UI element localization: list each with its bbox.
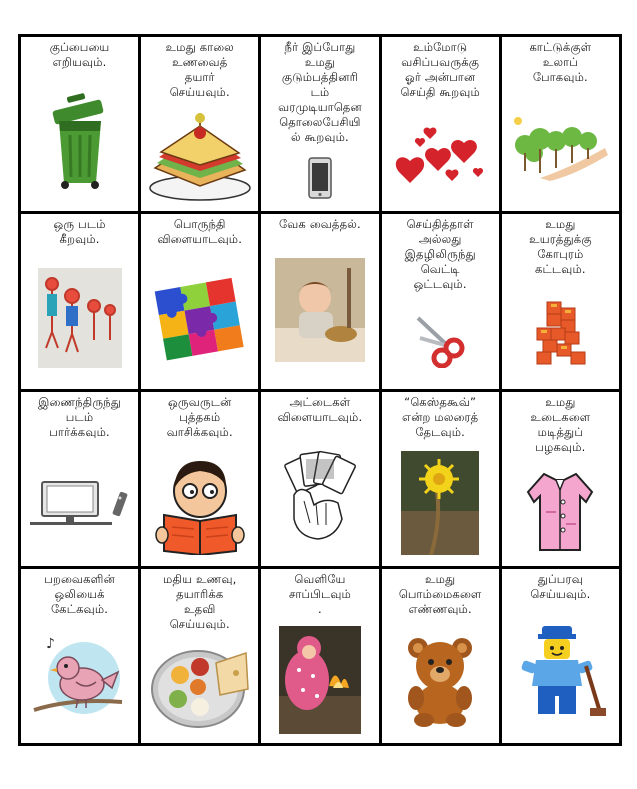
- card-label: வெளியே சாப்பிடவும் .: [288, 571, 351, 616]
- card-play-cards: [261, 392, 378, 566]
- activity-card-grid: [18, 34, 622, 746]
- card-cut-paste: [382, 214, 499, 388]
- child-drawing-icon: [38, 268, 122, 368]
- card-label: உமது காலை உணவைத் தயார் செய்யவும்.: [165, 40, 234, 99]
- card-bird-sounds: [21, 569, 138, 743]
- card-count-toys: [382, 569, 499, 743]
- card-label: இணைந்திருந்து படம் பார்க்கவும்.: [38, 394, 122, 439]
- card-label: உமது உடைகளை மடித்துப் பழகவும்.: [530, 394, 591, 454]
- card-label: மதிய உணவு, தயாரிக்க உதவி செய்யவும்.: [163, 571, 237, 631]
- thali-plate-icon: [150, 645, 250, 729]
- svg-text:♪: ♪: [45, 635, 55, 652]
- card-label: ஒருவருடன் புத்தகம் வாசிக்கவும்.: [166, 394, 233, 439]
- hearts-icon: [390, 121, 490, 191]
- card-label: பொருந்தி விளையாடவும்.: [157, 217, 243, 247]
- sandwich-icon: [145, 108, 255, 203]
- mobile-phone-icon: [307, 156, 333, 200]
- card-watch-movie: [21, 392, 138, 566]
- card-fold-clothes: [502, 392, 619, 566]
- card-eat-outside: [261, 569, 378, 743]
- card-label: வேக வைத்தல்.: [279, 217, 361, 232]
- card-label: பறவைகளின் ஒலியைக் கேட்கவும்.: [44, 571, 115, 616]
- campfire-photo-icon: [279, 626, 361, 734]
- coltsfoot-flower-icon: [401, 451, 479, 555]
- card-build-tower: [502, 214, 619, 388]
- puzzle-icon: [150, 270, 250, 365]
- card-label: துப்பரவு செய்யவும்.: [530, 571, 591, 601]
- card-read-book: [141, 392, 258, 566]
- card-label: உமது உயரத்துக்கு கோபுரம் கட்டவும்.: [529, 217, 592, 277]
- card-phone-family: [261, 37, 378, 211]
- folded-shirt-icon: [520, 462, 600, 558]
- forest-path-icon: [510, 113, 610, 183]
- playing-cards-icon: [280, 445, 360, 545]
- teddy-bear-icon: [402, 632, 478, 728]
- card-make-breakfast: [141, 37, 258, 211]
- card-throw-trash: [21, 37, 138, 211]
- card-label: ஒரு படம் கீறவும்.: [53, 217, 106, 247]
- card-help-lunch: [141, 569, 258, 743]
- card-label: உமது பொம்மைகளை எண்ணவும்.: [398, 571, 482, 616]
- card-puzzle: [141, 214, 258, 388]
- card-kind-message: [382, 37, 499, 211]
- card-label: குப்பையை எறியவும்.: [49, 40, 110, 69]
- lego-sweeper-icon: [512, 622, 608, 722]
- card-label: அட்டைகள் விளையாடவும்.: [277, 394, 363, 424]
- card-baking: [261, 214, 378, 388]
- trash-bin-icon: [45, 91, 115, 191]
- card-find-flower: [382, 392, 499, 566]
- boy-reading-icon: [150, 451, 250, 555]
- baking-photo-icon: [275, 258, 365, 362]
- block-tower-icon: [533, 298, 587, 368]
- singing-bird-icon: [32, 632, 128, 728]
- tv-remote-icon: [28, 478, 132, 528]
- card-label: “கெஸ்தகூவ்” என்ற மலரைத் தேடவும்.: [402, 394, 479, 439]
- card-label: உம்மோடு வசிப்பவருக்கு ஓர் அன்பான செய்தி கூறவும்: [400, 40, 480, 99]
- card-clean-up: [502, 569, 619, 743]
- card-label: காட்டுக்குள் உலாப் போகவும்.: [529, 40, 592, 84]
- card-label: செய்தித்தாள் அல்லது இதழிலிருந்து வெட்டி ஒட்டவும்.: [404, 217, 476, 292]
- card-label: நீர் இப்போது உமது குடும்பத்தினரி டம் வரமுடியாதென தொலைபேசியி ல் கூறவும்.: [278, 40, 362, 144]
- card-forest-walk: [502, 37, 619, 211]
- scissors-icon: [412, 312, 468, 368]
- card-draw-picture: [21, 214, 138, 388]
